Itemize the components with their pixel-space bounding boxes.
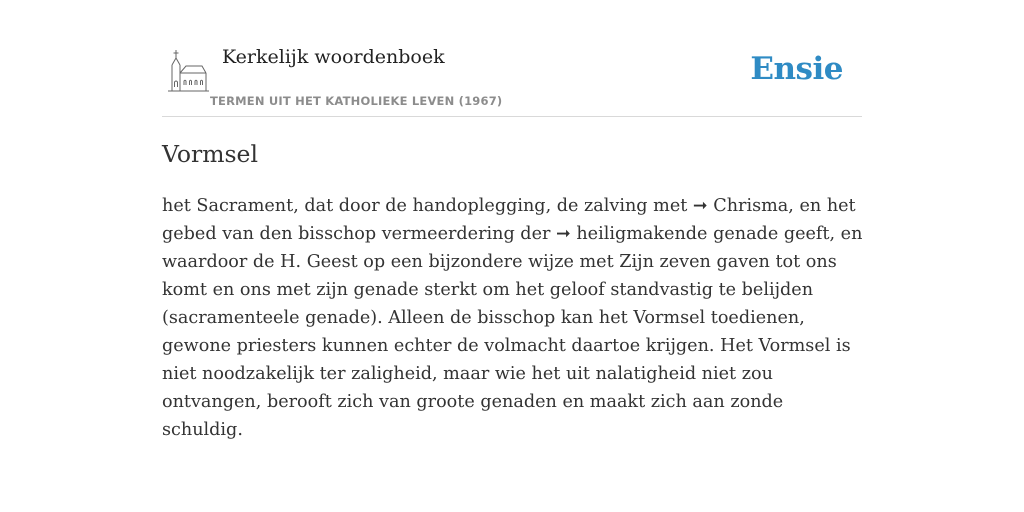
definition-text-part: het Sacrament, dat door de handoplegging, de zalving met [162,196,693,216]
page [162,0,862,512]
dictionary-header [162,0,862,117]
definition-text-part: geeft, en waardoor de H. Geest op een bijzondere wijze met Zijn zeven gaven tot ons komt en ons met zijn genade sterkt om het geloof standvastig te belijden (sacramenteele genade). Alleen de bisschop kan het Vormsel toedienen, gewone priesters kunnen echter de volmacht daartoe krijgen. Het Vormsel is niet noodzakelijk ter zaligheid, maar wie het uit nalatigheid niet zou ontvangen, berooft zich van groote genaden en maakt zich aan zonde schuldig. [162,224,863,440]
ensie-logo-link[interactable]: Ensie [750,51,843,87]
definition-text-part: , en het gebed van den bisschop vermeerdering der [162,196,856,244]
entry-definition [162,192,864,444]
link-chrisma[interactable]: ➞ Chrisma [692,196,789,216]
link-heiligmakende-genade[interactable]: ➞ heiligmakende genade [556,224,779,244]
church-icon[interactable] [166,49,210,95]
dictionary-title[interactable]: Kerkelijk woordenboek [222,46,445,68]
dictionary-subtitle: TERMEN UIT HET KATHOLIEKE LEVEN (1967) [210,94,503,108]
entry-title: Vormsel [162,140,258,168]
